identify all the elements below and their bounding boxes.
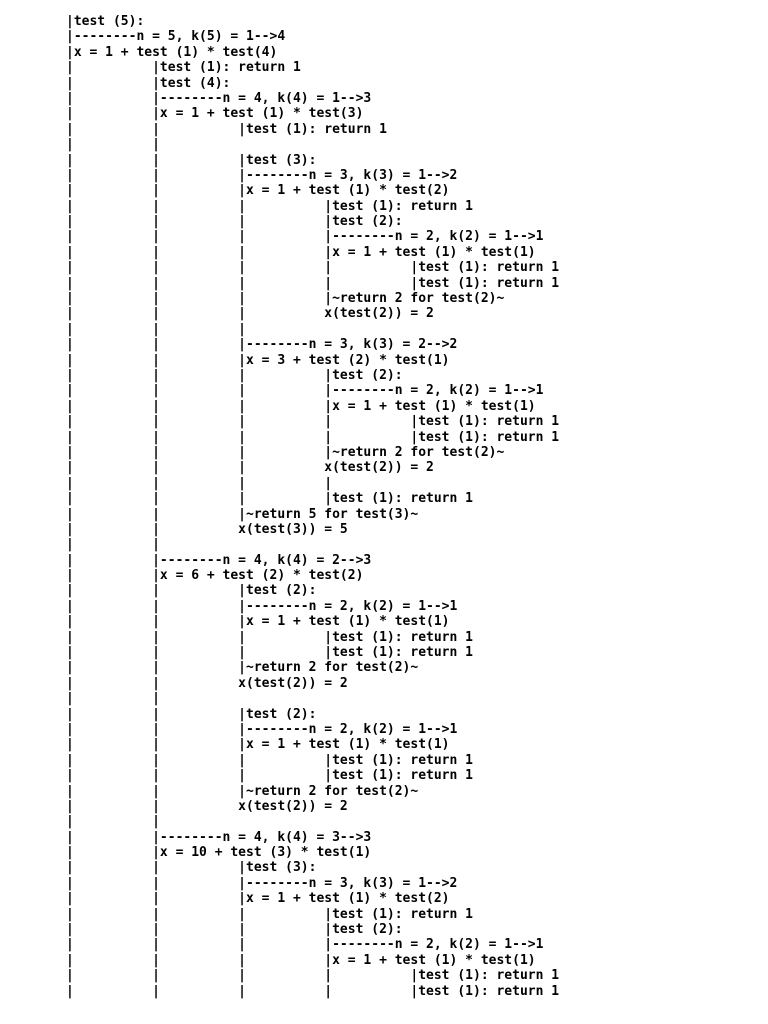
trace-line: | | | |~return 2 for test(2)~ [66, 291, 505, 307]
trace-line: | | | |~return 2 for test(2)~ [66, 444, 505, 460]
trace-line: | | [66, 814, 160, 830]
trace-line: | | [66, 137, 160, 153]
trace-line: | | |--------n = 3, k(3) = 2-->2 [66, 337, 458, 353]
trace-line: | | | |test (1): return 1 [66, 768, 473, 784]
trace-line: | | | | |test (1): return 1 [66, 983, 560, 999]
trace-line: | | | |test (1): return 1 [66, 645, 473, 661]
trace-line: |test (5): [66, 14, 145, 29]
trace-line: | |test (4): [66, 75, 231, 91]
trace-line: | | |--------n = 3, k(3) = 1-->2 [66, 167, 458, 183]
trace-line: | | |test (3): [66, 860, 317, 876]
trace-line: | | | | |test (1): return 1 [66, 429, 560, 445]
trace-line: | | x(test(2)) = 2 [66, 798, 348, 814]
trace-line: | | | |--------n = 2, k(2) = 1-->1 [66, 229, 544, 245]
trace-line: | | |x = 1 + test (1) * test(1) [66, 614, 450, 630]
trace-line: | | |test (3): [66, 152, 317, 168]
trace-line: | | | |x = 1 + test (1) * test(1) [66, 398, 536, 414]
trace-line: | | x(test(3)) = 5 [66, 521, 348, 537]
trace-line: | | |test (2): [66, 706, 317, 722]
trace-line: | |x = 6 + test (2) * test(2) [66, 568, 364, 584]
trace-line: | | | |--------n = 2, k(2) = 1-->1 [66, 937, 544, 953]
trace-line: | | [66, 691, 160, 707]
trace-line: | | |x = 1 + test (1) * test(2) [66, 891, 450, 907]
trace-line: | | |~return 2 for test(2)~ [66, 783, 419, 799]
trace-line: | | | |x = 1 + test (1) * test(1) [66, 952, 536, 968]
trace-line: |x = 1 + test (1) * test(4) [66, 44, 278, 60]
trace-line: | | | |test (2): [66, 214, 403, 230]
trace-line: | | |--------n = 2, k(2) = 1-->1 [66, 598, 458, 614]
trace-line: | | | |test (1): return 1 [66, 629, 473, 645]
trace-line: | | | |test (1): return 1 [66, 198, 473, 214]
trace-line: | | | |test (2): [66, 367, 403, 383]
trace-line: | |--------n = 4, k(4) = 2-->3 [66, 552, 372, 568]
trace-line: |--------n = 5, k(5) = 1-->4 [66, 29, 286, 45]
trace-line: | |test (1): return 1 [66, 60, 301, 76]
trace-line: | | | | [66, 475, 333, 491]
trace-line: | | |test (1): return 1 [66, 121, 387, 137]
trace-line: | | [66, 537, 160, 553]
trace-line: | | | |--------n = 2, k(2) = 1-->1 [66, 383, 544, 399]
trace-line: | |x = 10 + test (3) * test(1) [66, 845, 372, 861]
trace-line: | |--------n = 4, k(4) = 1-->3 [66, 90, 372, 106]
trace-line: | | | |test (1): return 1 [66, 752, 473, 768]
trace-line: | | | | |test (1): return 1 [66, 968, 560, 984]
trace-line: | | | x(test(2)) = 2 [66, 306, 434, 322]
trace-line: | | |x = 1 + test (1) * test(1) [66, 737, 450, 753]
trace-line: | | | | |test (1): return 1 [66, 414, 560, 430]
trace-line: | |x = 1 + test (1) * test(3) [66, 106, 364, 122]
trace-line: | | | |test (2): [66, 922, 403, 938]
trace-line: | | |test (2): [66, 583, 317, 599]
trace-line: | | | [66, 321, 247, 337]
trace-line: | | |~return 5 for test(3)~ [66, 506, 419, 522]
trace-line: | | |x = 1 + test (1) * test(2) [66, 183, 450, 199]
trace-line: | | | |test (1): return 1 [66, 491, 473, 507]
trace-line: | | | x(test(2)) = 2 [66, 460, 434, 476]
trace-line: | | |--------n = 3, k(3) = 1-->2 [66, 875, 458, 891]
trace-line: | | | |x = 1 + test (1) * test(1) [66, 244, 536, 260]
trace-line: | | |~return 2 for test(2)~ [66, 660, 419, 676]
trace-line: | | | | |test (1): return 1 [66, 260, 560, 276]
trace-line: | | | | |test (1): return 1 [66, 275, 560, 291]
recursion-trace [66, 14, 559, 999]
trace-line: | | x(test(2)) = 2 [66, 675, 348, 691]
trace-line: | | | |test (1): return 1 [66, 906, 473, 922]
trace-line: | | |x = 3 + test (2) * test(1) [66, 352, 450, 368]
trace-line: | | |--------n = 2, k(2) = 1-->1 [66, 721, 458, 737]
trace-line: | |--------n = 4, k(4) = 3-->3 [66, 829, 372, 845]
